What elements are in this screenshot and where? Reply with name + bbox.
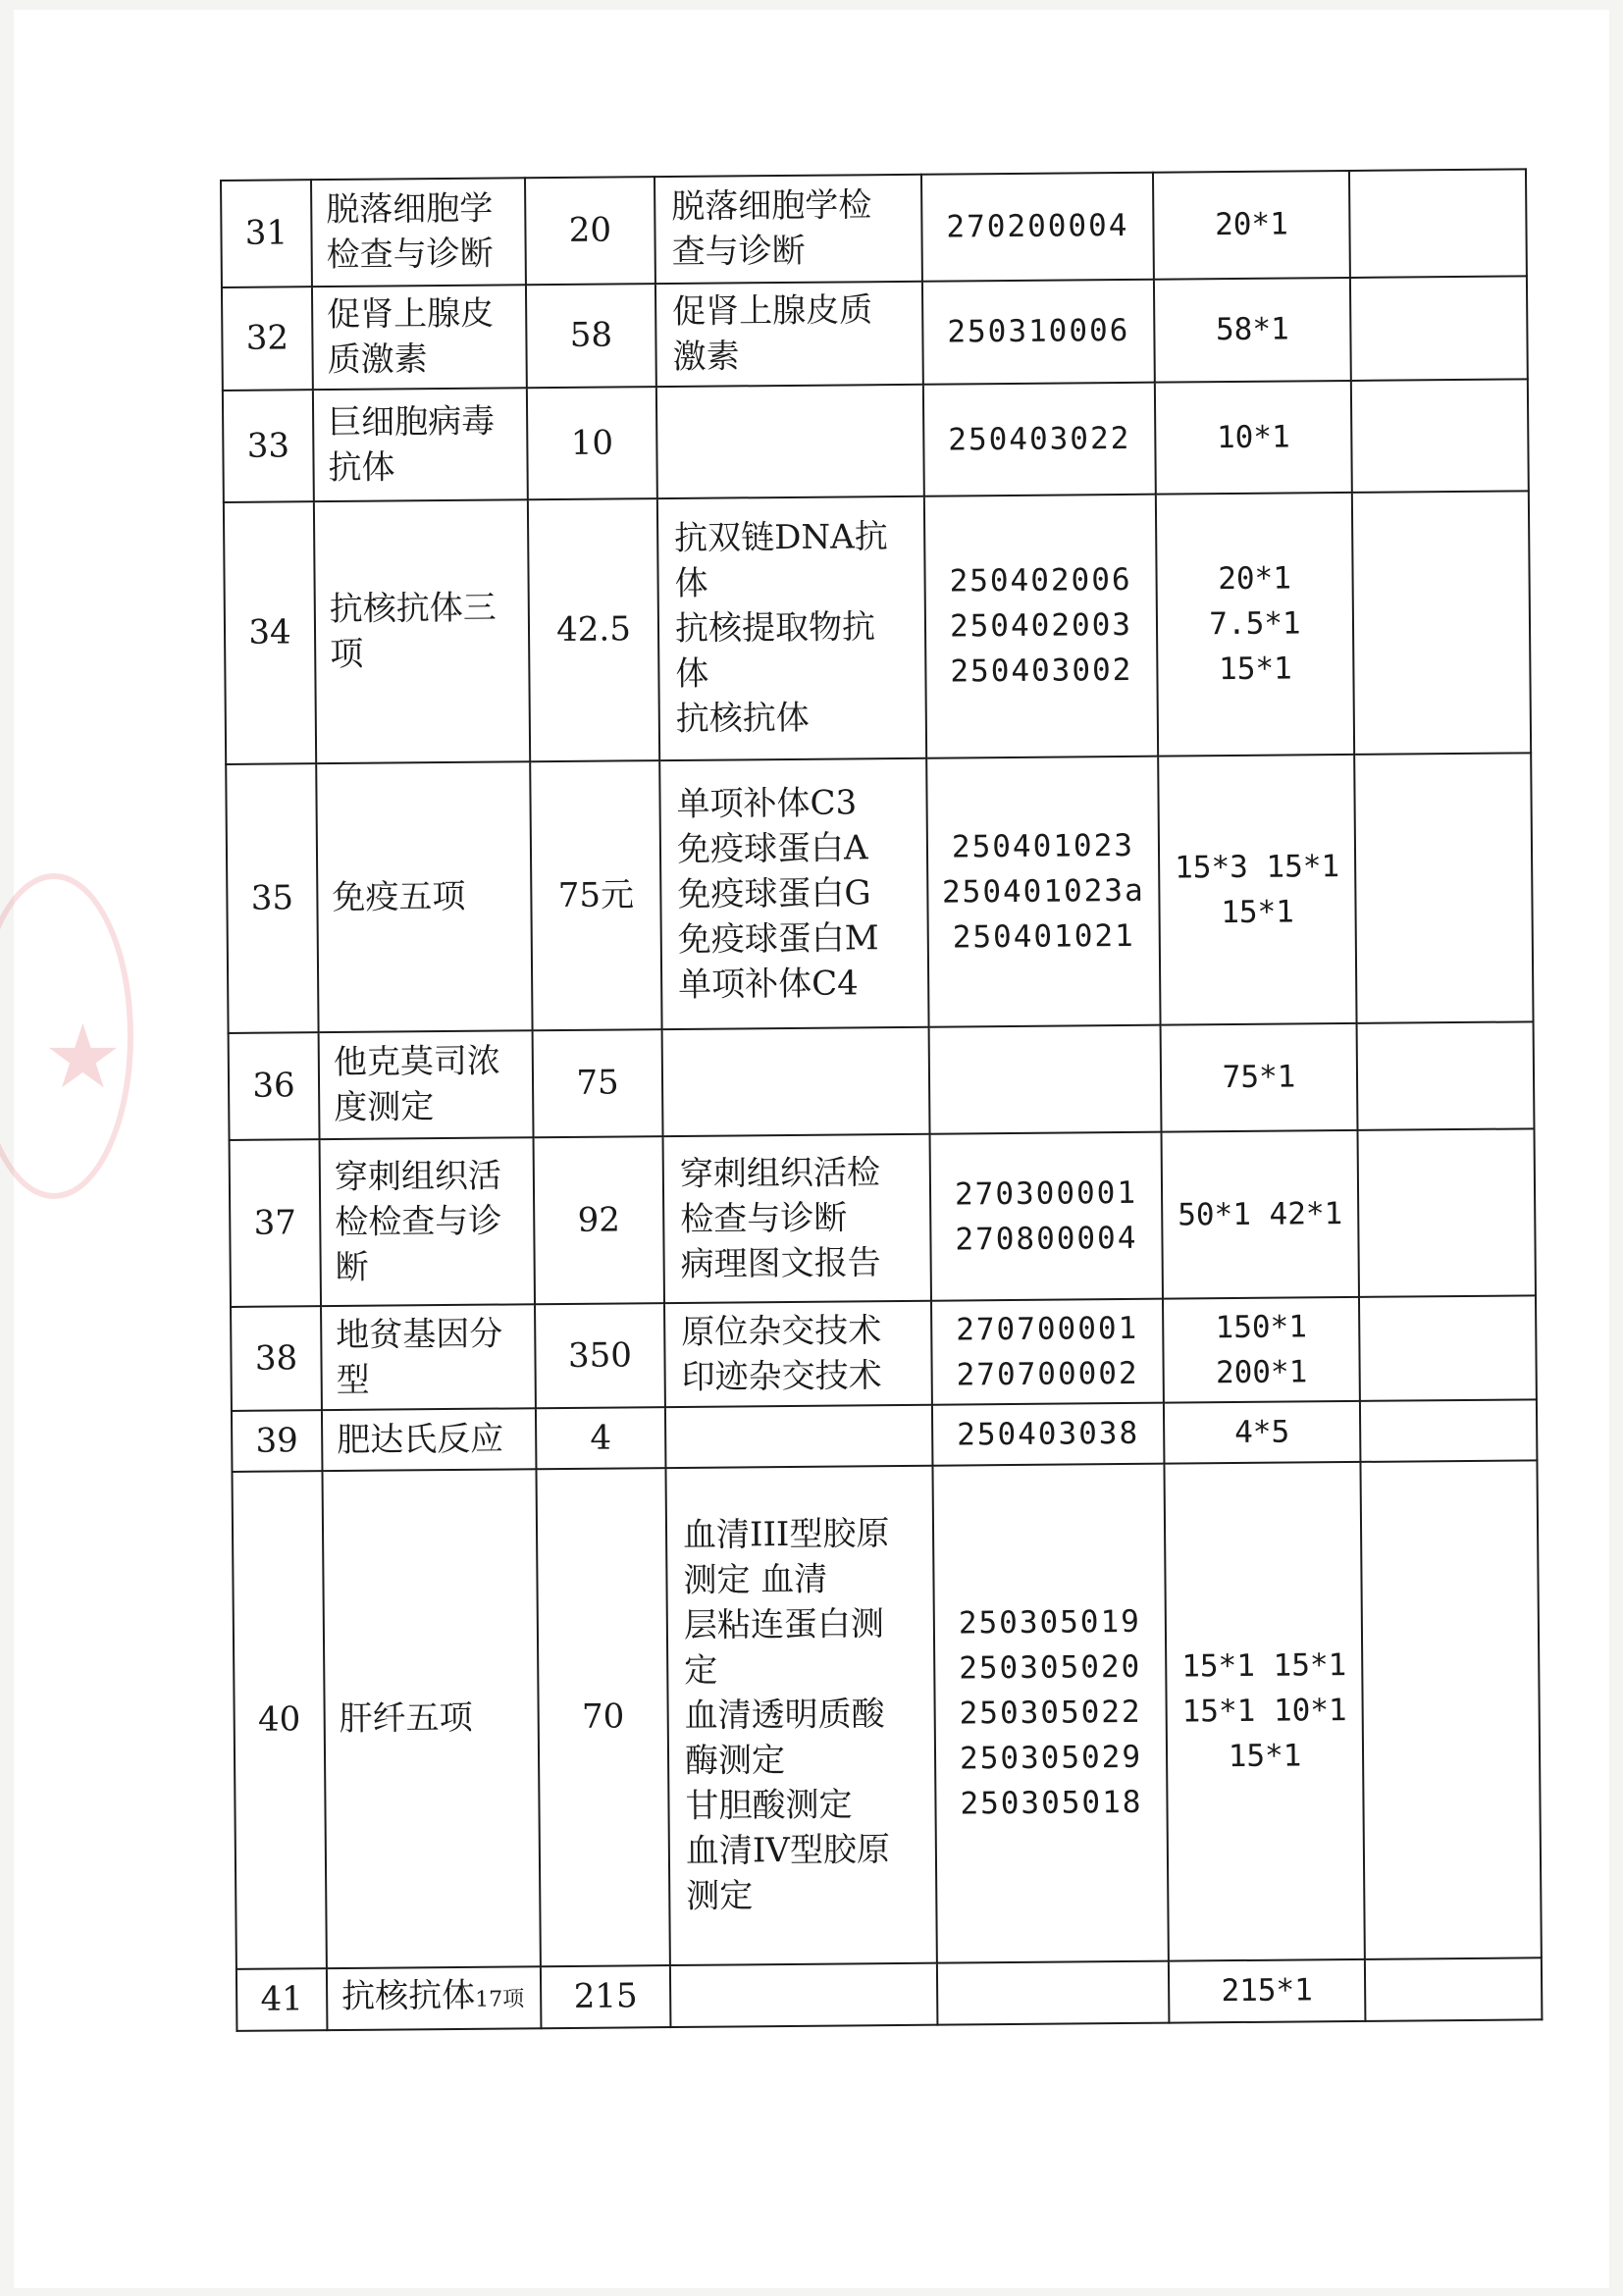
item-codes-line: 250401021 (952, 917, 1135, 956)
item-codes-line: 270800004 (955, 1220, 1138, 1258)
table-row (229, 1021, 1535, 1139)
unit-prices-line: 15*1 15*1 (1181, 1647, 1347, 1685)
unit-prices (1153, 171, 1350, 279)
sub-items (655, 281, 923, 387)
remarks (1360, 1399, 1538, 1462)
unit-prices (1156, 493, 1354, 757)
item-name (327, 1966, 542, 2030)
sub-items-line: 单项补体C4 (678, 964, 860, 1005)
unit-prices (1163, 1297, 1360, 1402)
item-codes (924, 495, 1158, 758)
unit-prices-line: 20*1 (1214, 206, 1288, 243)
item-name-line: 抗体 (328, 447, 395, 489)
item-codes (930, 1131, 1163, 1301)
sub-items-line: 穿刺组织活检 (679, 1153, 881, 1194)
unit-prices-line: 4*5 (1234, 1414, 1290, 1450)
row-number: 41 (236, 1968, 328, 2031)
item-name (314, 499, 530, 763)
item-codes-line: 270700002 (956, 1355, 1139, 1393)
remarks (1352, 491, 1531, 754)
price: 75 (533, 1029, 663, 1137)
sub-items (659, 758, 928, 1030)
unit-prices-line: 20*1 (1218, 560, 1292, 598)
row-number: 37 (230, 1139, 321, 1307)
item-codes-line: 250402003 (949, 607, 1133, 645)
table-row (226, 753, 1533, 1033)
sub-items-line: 免疫球蛋白G (677, 873, 871, 914)
item-codes-line: 250305020 (959, 1649, 1142, 1687)
item-name-line: 他克莫司浓 (333, 1041, 501, 1083)
unit-prices (1162, 1130, 1359, 1299)
item-name-line: 质激素 (327, 339, 428, 381)
item-name-line: 检检查与诊 (335, 1201, 502, 1242)
sub-items (662, 1027, 930, 1136)
row-number: 33 (223, 390, 314, 502)
price: 58 (526, 284, 656, 389)
sub-items-line: 血清IV型胶原 (685, 1830, 891, 1872)
sub-items-line: 层粘连蛋白测 (683, 1604, 885, 1646)
price: 70 (536, 1468, 669, 1966)
item-codes-line: 250305022 (959, 1695, 1142, 1732)
item-codes-line: 270700001 (956, 1310, 1139, 1348)
unit-prices-line: 58*1 (1215, 311, 1289, 348)
item-name-line: 检查与诊断 (326, 234, 494, 276)
row-number: 36 (229, 1032, 320, 1139)
item-codes (932, 1402, 1165, 1465)
item-name-line: 抗核抗体三 (329, 588, 497, 630)
item-name-line: 型 (336, 1360, 370, 1401)
unit-prices-line: 215*1 (1221, 1972, 1313, 2009)
item-codes-line: 250305019 (958, 1604, 1142, 1642)
row-number: 32 (222, 287, 313, 391)
item-codes-line: 250305018 (960, 1785, 1143, 1822)
sub-items-line: 脱落细胞学检 (671, 185, 872, 228)
remarks (1357, 1128, 1535, 1297)
item-codes (921, 173, 1154, 282)
item-codes-line: 250310006 (947, 313, 1130, 350)
sub-items (657, 496, 926, 760)
table-row (230, 1128, 1536, 1307)
sub-items-line: 印迹杂交技术 (681, 1356, 882, 1398)
sub-items-line: 抗双链DNA抗体 (674, 517, 888, 604)
item-codes (929, 1025, 1162, 1134)
item-name-line: 巨细胞病毒 (327, 401, 496, 444)
item-name (316, 761, 532, 1032)
unit-prices-line: 150*1 (1215, 1309, 1308, 1346)
sub-items-line: 激素 (672, 337, 740, 378)
row-number: 38 (231, 1306, 322, 1410)
price: 20 (525, 177, 655, 285)
item-name (313, 388, 528, 501)
row-number: 39 (232, 1410, 323, 1472)
fee-table (220, 168, 1543, 2032)
price: 92 (534, 1136, 664, 1305)
price: 215 (541, 1965, 671, 2028)
sub-items (664, 1301, 932, 1407)
item-codes-line: 270300001 (954, 1174, 1138, 1213)
item-codes (926, 757, 1160, 1027)
sub-items-line: 体 (675, 654, 709, 695)
item-name-line: 免疫五项 (332, 876, 466, 917)
item-codes (923, 383, 1156, 496)
sub-items (656, 385, 924, 498)
price: 4 (536, 1407, 666, 1469)
sub-items-line: 甘胆酸测定 (685, 1785, 853, 1827)
sub-items (663, 1133, 931, 1303)
item-name-line: 断 (335, 1247, 369, 1287)
remarks (1349, 169, 1527, 277)
item-codes (937, 1960, 1170, 2024)
remarks (1351, 380, 1529, 493)
item-name (320, 1137, 535, 1307)
item-codes-line: 250403022 (948, 420, 1131, 458)
item-name-line: 穿刺组织活 (334, 1156, 502, 1197)
price: 350 (535, 1303, 665, 1408)
item-name (311, 178, 526, 287)
row-number: 31 (221, 180, 312, 287)
sub-items-line: 免疫球蛋白A (676, 828, 868, 869)
item-name-line: 地贫基因分 (336, 1314, 503, 1356)
sub-items-line: 血清透明质酸 (684, 1695, 885, 1737)
item-codes-line: 250402006 (949, 562, 1132, 600)
sub-items-line: 血清III型胶原 (682, 1514, 890, 1556)
unit-prices (1158, 755, 1356, 1025)
sub-items (654, 175, 922, 284)
sub-items-line: 测定 (686, 1876, 754, 1917)
unit-prices (1155, 381, 1352, 495)
unit-prices (1164, 1462, 1364, 1961)
item-codes (922, 279, 1155, 385)
remarks (1360, 1460, 1541, 1958)
table-row (232, 1460, 1541, 1969)
unit-prices (1154, 278, 1351, 383)
remarks (1359, 1296, 1537, 1401)
sub-items-line: 原位杂交技术 (681, 1311, 882, 1353)
table-row (224, 491, 1531, 764)
item-name-suffix: 17项 (475, 1987, 525, 2012)
sub-items (665, 1466, 936, 1965)
row-number: 40 (232, 1471, 326, 1969)
seal-star-icon: ★ (43, 1006, 123, 1109)
item-codes-line: 250401023 (951, 827, 1135, 865)
unit-prices (1161, 1023, 1358, 1131)
unit-prices (1164, 1401, 1361, 1464)
table-row (222, 276, 1528, 391)
unit-prices-line: 10*1 (1216, 419, 1290, 456)
item-name (321, 1305, 536, 1410)
item-name-line: 项 (330, 635, 364, 675)
sub-items-line: 定 (684, 1650, 718, 1692)
item-name (319, 1030, 534, 1139)
sub-items-line: 检查与诊断 (680, 1198, 848, 1239)
item-codes-line: 250403002 (950, 652, 1133, 690)
unit-prices-line: 15*1 (1228, 1738, 1302, 1775)
unit-prices-line: 15*1 (1218, 651, 1292, 688)
fee-table-body (221, 169, 1542, 2031)
item-name-line: 肥达氏反应 (337, 1419, 504, 1460)
document-page (14, 10, 1609, 2288)
sub-items-line: 测定 血清 (683, 1559, 828, 1601)
item-name (312, 285, 527, 390)
unit-prices-line: 7.5*1 (1209, 605, 1301, 643)
item-name-line: 促肾上腺皮 (327, 293, 495, 336)
table-row (223, 380, 1529, 502)
remarks (1350, 276, 1528, 381)
sub-items-line: 酶测定 (684, 1741, 786, 1782)
table-row (232, 1399, 1537, 1472)
price: 75元 (530, 760, 661, 1030)
row-number: 34 (224, 501, 316, 764)
item-codes-line: 250305029 (959, 1740, 1143, 1777)
unit-prices (1169, 1959, 1366, 2023)
sub-items (670, 1963, 938, 2028)
item-name-line: 肝纤五项 (339, 1698, 473, 1740)
item-codes-line: 270200004 (946, 208, 1129, 245)
sub-items-line: 抗核抗体 (675, 699, 810, 740)
table-row (236, 1957, 1543, 2031)
fee-table-wrapper (220, 168, 1541, 2032)
unit-prices-line: 15*1 10*1 (1181, 1693, 1347, 1730)
sub-items-line: 单项补体C3 (676, 783, 858, 824)
sub-items-line: 抗核提取物抗 (674, 607, 876, 650)
row-number: 35 (226, 763, 318, 1033)
sub-items-line: 免疫球蛋白M (677, 918, 879, 960)
unit-prices-line: 200*1 (1215, 1354, 1308, 1391)
item-codes (932, 1464, 1168, 1963)
sub-items-line: 促肾上腺皮质 (672, 290, 873, 333)
remarks (1365, 1957, 1543, 2021)
unit-prices-line: 50*1 42*1 (1178, 1196, 1343, 1233)
item-name-line: 抗核抗体 (340, 1975, 476, 2016)
table-row (221, 169, 1527, 287)
remarks (1354, 753, 1533, 1023)
unit-prices-line: 75*1 (1222, 1059, 1296, 1096)
item-codes-line: 250401023a (941, 872, 1145, 911)
price: 42.5 (528, 498, 659, 761)
item-name (322, 1469, 540, 1968)
unit-prices-line: 15*3 15*1 (1175, 848, 1340, 886)
item-codes-line: 250403038 (957, 1415, 1140, 1453)
sub-items-line: 查与诊断 (671, 232, 806, 273)
unit-prices-line: 15*1 (1221, 894, 1295, 931)
table-row (231, 1296, 1537, 1411)
price: 10 (527, 387, 657, 499)
sub-items-line: 病理图文报告 (680, 1243, 881, 1284)
item-codes (931, 1299, 1164, 1405)
remarks (1357, 1021, 1535, 1129)
item-name-line: 脱落细胞学 (326, 188, 494, 231)
sub-items (665, 1405, 933, 1468)
item-name (322, 1408, 537, 1471)
item-name-line: 度测定 (334, 1087, 435, 1128)
